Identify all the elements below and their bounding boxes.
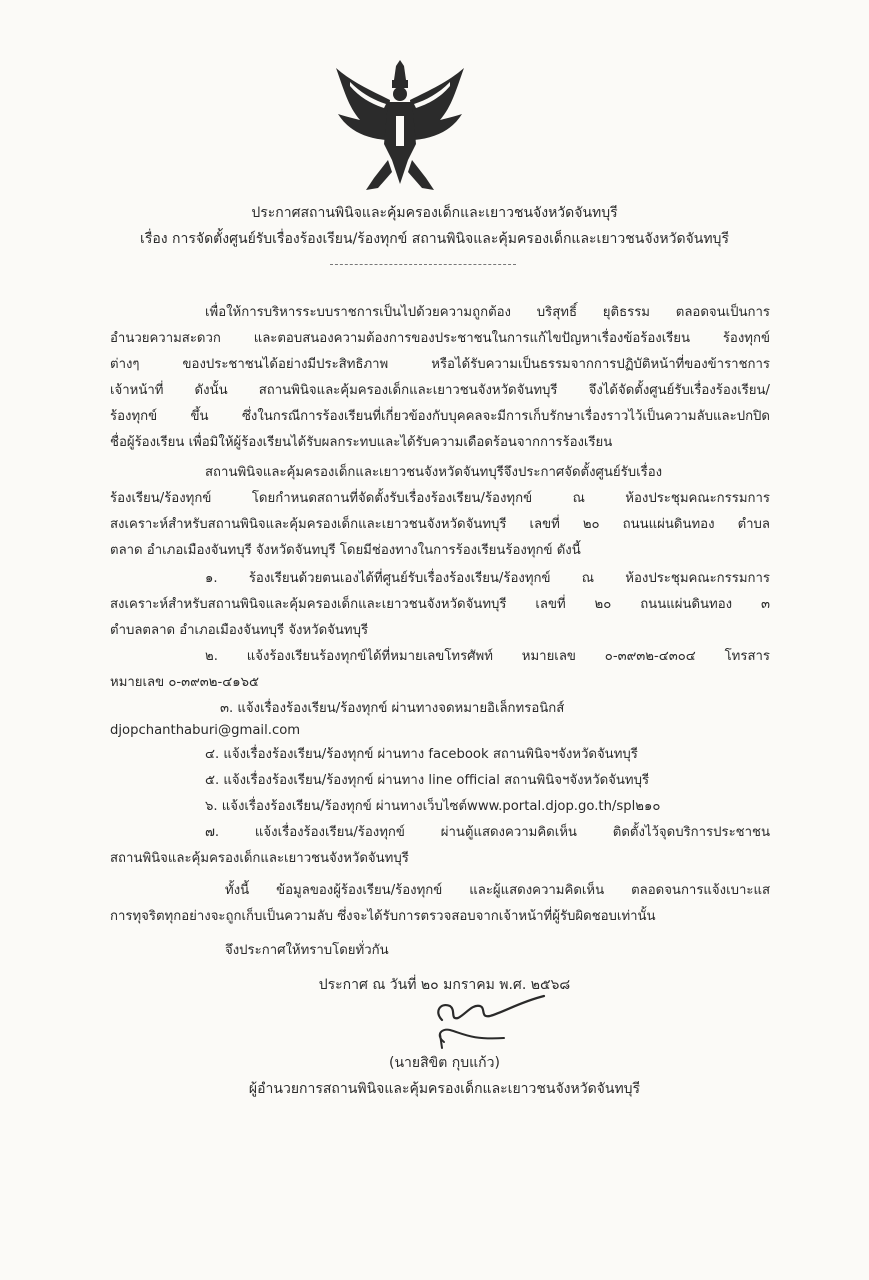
announcement-date: ประกาศ ณ วันที่ ๒๐ มกราคม พ.ศ. ๒๕๖๘ [318,977,571,993]
closing-line: จึงประกาศให้ทราบโดยทั่วกัน [225,943,389,958]
channel-item: ตำบลตลาด อำเภอเมืองจันทบุรี จังหวัดจันทบุรี [110,623,369,638]
paragraph-line: การทุจริตทุกอย่างจะถูกเก็บเป็นความลับ ซึ่งจะได้รับการตรวจสอบจากเจ้าหน้าที่ผู้รับผิดชอบเท่านั้น [110,909,656,924]
paragraph-line: สงเคราะห์สำหรับสถานพินิจและคุ้มครองเด็กและเยาวชนจังหวัดจันทบุรี เลขที่ ๒๐ ถนนแผ่นดินทอง ตำบล [110,517,770,532]
paragraph-line: สถานพินิจและคุ้มครองเด็กและเยาวชนจังหวัดจันทบุรีจึงประกาศจัดตั้งศูนย์รับเรื่อง [205,465,663,480]
signatory-position: ผู้อำนวยการสถานพินิจและคุ้มครองเด็กและเยาวชนจังหวัดจันทบุรี [248,1081,641,1097]
announcement-subject: เรื่อง การจัดตั้งศูนย์รับเรื่องร้องเรียน/ร้องทุกข์ สถานพินิจและคุ้มครองเด็กและเยาวชนจังหวัดจันทบุรี [140,231,729,247]
channel-item: ๒. แจ้งร้องเรียนร้องทุกข์ได้ที่หมายเลขโทรศัพท์ หมายเลข ๐-๓๙๓๒-๔๓๐๔ โทรสาร [205,649,770,664]
channel-item: ๔. แจ้งเรื่องร้องเรียน/ร้องทุกข์ ผ่านทาง facebook สถานพินิจฯจังหวัดจันทบุรี [205,747,638,762]
channel-item: สงเคราะห์สำหรับสถานพินิจและคุ้มครองเด็กและเยาวชนจังหวัดจันทบุรี เลขที่ ๒๐ ถนนแผ่นดินทอง ๓ [110,597,770,612]
announcement-title: ประกาศสถานพินิจและคุ้มครองเด็กและเยาวชนจังหวัดจันทบุรี [251,205,618,221]
channel-item: ๕. แจ้งเรื่องร้องเรียน/ร้องทุกข์ ผ่านทาง line official สถานพินิจฯจังหวัดจันทบุรี [205,773,650,788]
garuda-emblem-icon [330,60,470,200]
paragraph-line: ต่างๆ ของประชาชนได้อย่างมีประสิทธิภาพ หรือได้รับความเป็นธรรมจากการปฏิบัติหน้าที่ของข้าราชการ [110,357,770,372]
paragraph-line: ตลาด อำเภอเมืองจันทบุรี จังหวัดจันทบุรี โดยมีช่องทางในการร้องเรียนร้องทุกข์ ดังนี้ [110,543,581,558]
paragraph-line: ชื่อผู้ร้องเรียน เพื่อมิให้ผู้ร้องเรียนได้รับผลกระทบและได้รับความเดือดร้อนจากการร้องเรียน [110,435,613,450]
paragraph-line: อำนวยความสะดวก และตอบสนองความต้องการของประชาชนในการแก้ไขปัญหาเรื่องข้อร้องเรียน ร้องทุกข์ [110,331,770,346]
paragraph-line: ร้องทุกข์ ขึ้น ซึ่งในกรณีการร้องเรียนที่เกี่ยวข้องกับบุคคลจะมีการเก็บรักษาเรื่องราวไว้เป็นความลับและปกปิด [110,409,770,424]
email-address: djopchanthaburi@gmail.com [110,723,301,738]
channel-item: สถานพินิจและคุ้มครองเด็กและเยาวชนจังหวัดจันทบุรี [110,851,409,866]
channel-item: ๖. แจ้งเรื่องร้องเรียน/ร้องทุกข์ ผ่านทางเว็บไซต์www.portal.djop.go.th/spl๒๑๐ [205,799,661,814]
paragraph-line: เพื่อให้การบริหารระบบราชการเป็นไปด้วยความถูกต้อง บริสุทธิ์ ยุติธรรม ตลอดจนเป็นการ [205,305,770,320]
channel-item: ๗. แจ้งเรื่องร้องเรียน/ร้องทุกข์ ผ่านตู้แสดงความคิดเห็น ติดตั้งไว้จุดบริการประชาชน [205,825,770,840]
channel-item: ๓. แจ้งเรื่องร้องเรียน/ร้องทุกข์ ผ่านทางจดหมายอิเล็กทรอนิกส์ [220,701,565,716]
paragraph-line: ทั้งนี้ ข้อมูลของผู้ร้องเรียน/ร้องทุกข์ และผู้แสดงความคิดเห็น ตลอดจนการแจ้งเบาะแส [225,883,770,898]
paragraph-line: เจ้าหน้าที่ ดังนั้น สถานพินิจและคุ้มครองเด็กและเยาวชนจังหวัดจันทบุรี จึงได้จัดตั้งศูนย์รับเรื่องร้องเรียน/ [110,383,770,398]
paragraph-line: ร้องเรียน/ร้องทุกข์ โดยกำหนดสถานที่จัดตั้งรับเรื่องร้องเรียน/ร้องทุกข์ ณ ห้องประชุมคณะกรรมการ [110,491,770,506]
channel-item: ๑. ร้องเรียนด้วยตนเองได้ที่ศูนย์รับเรื่องร้องเรียน/ร้องทุกข์ ณ ห้องประชุมคณะกรรมการ [205,571,770,586]
channel-item: หมายเลข ๐-๓๙๓๒-๔๑๖๕ [110,675,259,690]
signatory-name: (นายสิขิต กุบแก้ว) [389,1055,500,1071]
divider [330,264,516,265]
